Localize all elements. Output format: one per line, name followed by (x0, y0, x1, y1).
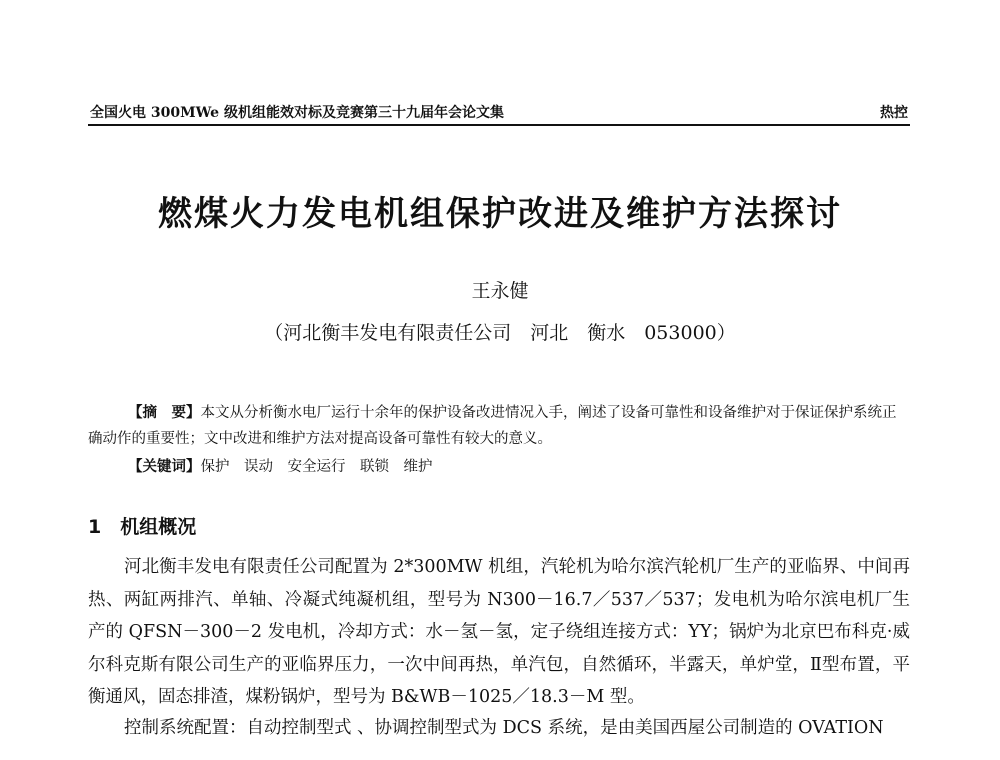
section-category: 热控 (880, 105, 908, 121)
keywords-label: 【关键词】 (128, 458, 201, 475)
body-paragraph-2: 控制系统配置：自动控制型式 、协调控制型式为 DCS 系统，是由美国西屋公司制造的 OVATION (124, 718, 884, 738)
abstract (88, 400, 910, 452)
body-paragraph-1: 河北衡丰发电有限责任公司配置为 2*300MW 机组，汽轮机为哈尔滨汽轮机厂生产的亚临界、中间再热、两缸两排汽、单轴、冷凝式纯凝机组，型号为 N300－16.7／537／537；发电机为哈尔滨电机厂生产的 QFSN－300－2 发电机，冷却方式：水－氢－氢，定子绕组连接方式：YY；锅炉为北京巴布科克·威尔科克斯有限公司生产的亚临界压力，一次中间再热，单汽包，自然循环，半露天，单炉堂，Ⅱ型布置，平衡通风，固态排渣，煤粉锅炉，型号为 B&WB－1025／18.3－M 型。 (88, 557, 910, 707)
abstract-label: 【摘 要】 (128, 404, 201, 421)
paper-title: 燃煤火力发电机组保护改进及维护方法探讨 (158, 194, 842, 234)
keywords (128, 454, 910, 480)
author-affiliation: （河北衡丰发电有限责任公司 河北 衡水 053000） (264, 322, 736, 344)
section-heading: 1 机组概况 (88, 516, 197, 538)
abstract-text: 本文从分析衡水电厂运行十余年的保护设备改进情况入手，阐述了设备可靠性和设备维护对于保证保护系统正确动作的重要性；文中改进和维护方法对提高设备可靠性有较大的意义。 (88, 405, 897, 447)
proceedings-title: 全国火电 300MWe 级机组能效对标及竞赛第三十九届年会论文集 (90, 105, 504, 121)
author-name: 王永健 (471, 280, 529, 302)
keywords-text: 保护 误动 安全运行 联锁 维护 (200, 459, 433, 475)
running-header (88, 102, 910, 126)
